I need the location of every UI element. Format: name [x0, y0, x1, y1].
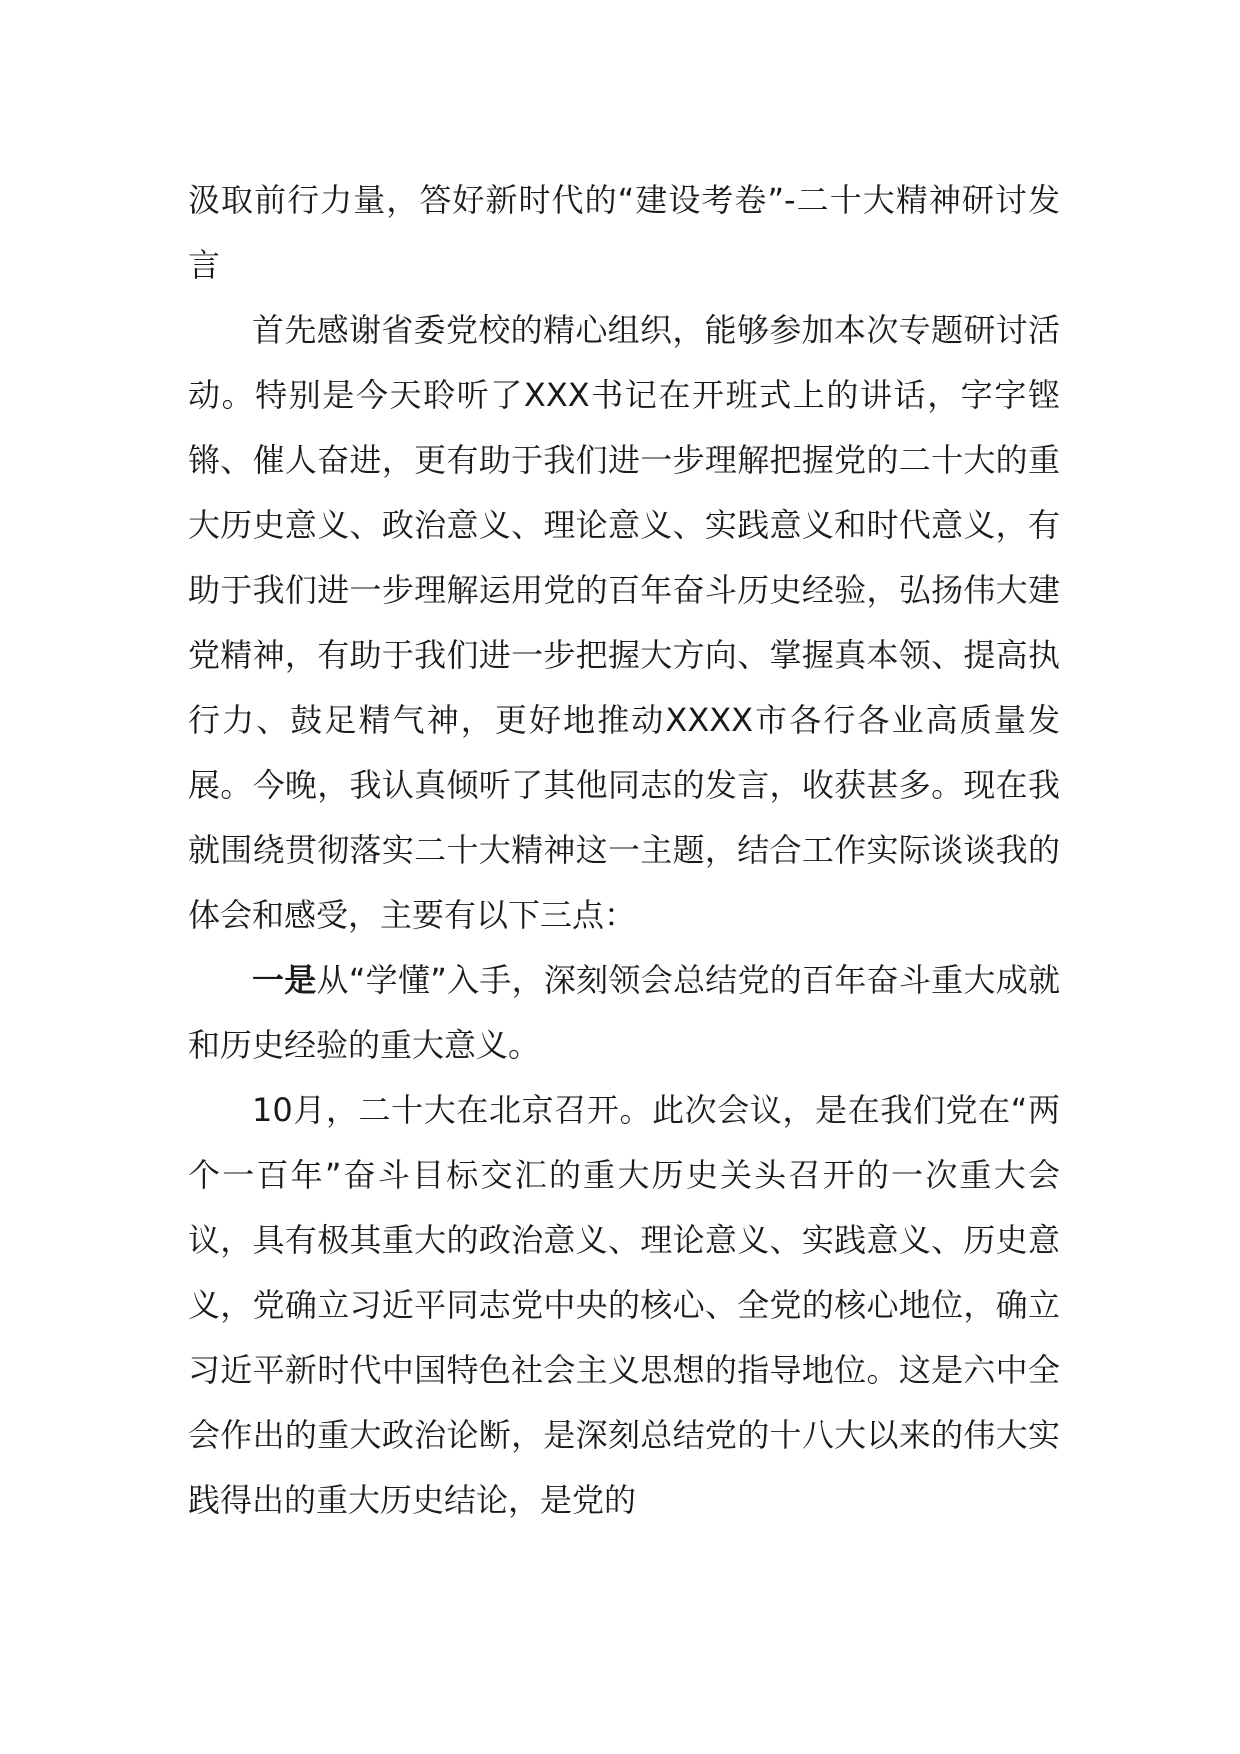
paragraph-point-one [188, 948, 1060, 1078]
paragraph-october [188, 1078, 1060, 1533]
document-title: 汲取前行力量，答好新时代的“建设考卷”-二十大精神研讨发言 [188, 181, 1060, 284]
document-body [188, 168, 1060, 1533]
paragraph-intro-text: 首先感谢省委党校的精心组织，能够参加本次专题研讨活动。特别是今天聆听了XXX书记在开班式上的讲话，字字铿锵、催人奋进，更有助于我们进一步理解把握党的二十大的重大历史意义、政治意义、理论意义、实践意义和时代意义，有助于我们进一步理解运用党的百年奋斗历史经验，弘扬伟大建党精神，有助于我们进一步把握大方向、掌握真本领、提高执行力、鼓足精气神，更好地推动XXXX市各行各业高质量发展。今晚，我认真倾听了其他同志的发言，收获甚多。现在我就围绕贯彻落实二十大精神这一主题，结合工作实际谈谈我的体会和感受，主要有以下三点： [188, 311, 1060, 934]
paragraph-point-one-text: 从“学懂”入手，深刻领会总结党的百年奋斗重大成就和历史经验的重大意义。 [188, 961, 1060, 1064]
paragraph-intro [188, 298, 1060, 948]
paragraph-point-one-lead: 一是 [252, 961, 317, 999]
paragraph-october-text: 10月，二十大在北京召开。此次会议，是在我们党在“两个一百年”奋斗目标交汇的重大历史关头召开的一次重大会议，具有极其重大的政治意义、理论意义、实践意义、历史意义，党确立习近平同志党中央的核心、全党的核心地位，确立习近平新时代中国特色社会主义思想的指导地位。这是六中全会作出的重大政治论断，是深刻总结党的十八大以来的伟大实践得出的重大历史结论，是党的 [188, 1091, 1060, 1519]
